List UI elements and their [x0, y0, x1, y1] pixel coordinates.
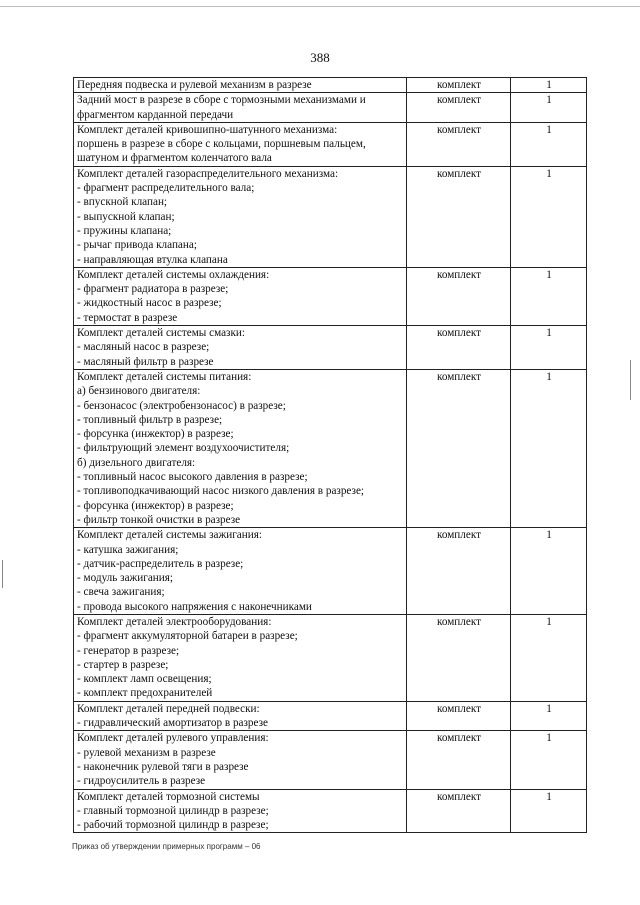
- item-description-line: - наконечник рулевой тяги в разрезе: [77, 760, 249, 773]
- item-description-line: - фильтрующий элемент воздухоочистителя;: [77, 442, 290, 455]
- item-description-line: - генератор в разрезе;: [77, 644, 180, 657]
- unit-cell: комплект: [407, 731, 511, 789]
- quantity-cell: 1: [511, 122, 587, 166]
- item-description-line: - топливоподкачивающий насос низкого давления в разрезе;: [77, 485, 365, 498]
- item-description-line: шатуном и фрагментом коленчатого вала: [77, 152, 272, 165]
- item-description-line: - фильтр тонкой очистки в разрезе: [77, 513, 241, 526]
- item-description-cell: [74, 731, 407, 789]
- item-description-cell: [74, 166, 407, 267]
- item-description-line: - впускной клапан;: [77, 196, 168, 209]
- item-description-line: - пружины клапана;: [77, 224, 172, 237]
- quantity-cell: 1: [511, 701, 587, 731]
- item-description-line: а) бензинового двигателя:: [77, 385, 201, 398]
- item-description-line: - главный тормозной цилиндр в разрезе;: [77, 804, 269, 817]
- item-description-line: - свеча зажигания;: [77, 586, 165, 599]
- item-description-line: - выпускной клапан;: [77, 210, 175, 223]
- scan-mark-right: [630, 360, 631, 400]
- item-description-line: Комплект деталей системы питания:: [77, 370, 252, 383]
- item-description-line: Комплект деталей кривошипно-шатунного механизма:: [77, 123, 338, 136]
- quantity-cell: 1: [511, 326, 587, 370]
- table-row: [74, 369, 587, 527]
- unit-cell: комплект: [407, 78, 511, 93]
- table-row: [74, 614, 587, 701]
- table-row: [74, 78, 587, 93]
- unit-cell: комплект: [407, 267, 511, 325]
- table-row: [74, 267, 587, 325]
- item-description-line: - катушка зажигания;: [77, 543, 179, 556]
- item-description-line: - жидкостный насос в разрезе;: [77, 297, 222, 310]
- table-row: [74, 93, 587, 123]
- quantity-cell: 1: [511, 614, 587, 701]
- item-description-line: - рулевой механизм в разрезе: [77, 746, 216, 759]
- item-description-line: Комплект деталей системы смазки:: [77, 327, 246, 340]
- unit-cell: комплект: [407, 369, 511, 527]
- item-description-line: - рабочий тормозной цилиндр в разрезе;: [77, 819, 269, 832]
- quantity-cell: 1: [511, 528, 587, 615]
- item-description-line: Комплект деталей системы охлаждения:: [77, 268, 270, 281]
- item-description-line: - комплект ламп освещения;: [77, 673, 212, 686]
- item-description-line: - топливный насос высокого давления в разрезе;: [77, 471, 308, 484]
- table-row: [74, 326, 587, 370]
- table-row: [74, 528, 587, 615]
- table-row: [74, 731, 587, 789]
- item-description-line: - фрагмент радиатора в разрезе;: [77, 283, 229, 296]
- unit-cell: комплект: [407, 122, 511, 166]
- item-description-line: - рычаг привода клапана;: [77, 239, 197, 252]
- unit-cell: комплект: [407, 789, 511, 833]
- item-description-cell: [74, 528, 407, 615]
- item-description-cell: [74, 326, 407, 370]
- item-description-line: - масляный фильтр в разрезе: [77, 355, 214, 368]
- item-description-line: Задний мост в разрезе в сборе с тормозными механизмами и: [77, 94, 366, 107]
- scan-top-edge: [0, 6, 640, 7]
- item-description-cell: [74, 78, 407, 93]
- scan-mark-left: [2, 560, 3, 588]
- item-description-line: б) дизельного двигателя:: [77, 456, 196, 469]
- item-description-line: Передняя подвеска и рулевой механизм в разрезе: [77, 79, 312, 91]
- item-description-line: - провода высокого напряжения с наконечниками: [77, 600, 312, 613]
- quantity-cell: 1: [511, 369, 587, 527]
- quantity-cell: 1: [511, 731, 587, 789]
- item-description-line: Комплект деталей рулевого управления:: [77, 732, 269, 745]
- equipment-table: [73, 77, 587, 833]
- item-description-line: - фрагмент распределительного вала;: [77, 182, 255, 195]
- item-description-line: - форсунка (инжектор) в разрезе;: [77, 428, 234, 441]
- item-description-cell: [74, 122, 407, 166]
- item-description-line: Комплект деталей тормозной системы: [77, 790, 260, 803]
- table-row: [74, 122, 587, 166]
- item-description-line: - форсунка (инжектор) в разрезе;: [77, 499, 234, 512]
- item-description-line: - масляный насос в разрезе;: [77, 341, 210, 354]
- table-row: [74, 166, 587, 267]
- item-description-line: Комплект деталей передней подвески:: [77, 702, 260, 715]
- unit-cell: комплект: [407, 166, 511, 267]
- quantity-cell: 1: [511, 78, 587, 93]
- item-description-line: Комплект деталей газораспределительного механизма:: [77, 167, 339, 180]
- quantity-cell: 1: [511, 166, 587, 267]
- item-description-cell: [74, 267, 407, 325]
- item-description-cell: [74, 369, 407, 527]
- unit-cell: комплект: [407, 614, 511, 701]
- page-number: 388: [310, 50, 330, 65]
- item-description-line: - направляющая втулка клапана: [77, 253, 228, 266]
- item-description-line: - топливный фильтр в разрезе;: [77, 413, 223, 426]
- item-description-line: поршень в разрезе в сборе с кольцами, поршневым пальцем,: [77, 138, 366, 151]
- item-description-cell: [74, 93, 407, 123]
- item-description-line: Комплект деталей электрооборудования:: [77, 615, 272, 628]
- item-description-line: - стартер в разрезе;: [77, 658, 169, 671]
- item-description-line: Комплект деталей системы зажигания:: [77, 529, 263, 542]
- item-description-line: - термостат в разрезе: [77, 311, 178, 324]
- item-description-line: - бензонасос (электробензонасос) в разрезе;: [77, 399, 286, 412]
- quantity-cell: 1: [511, 789, 587, 833]
- footer-note: Приказ об утверждении примерных программ – 06: [72, 842, 261, 851]
- item-description-line: - гидравлический амортизатор в разрезе: [77, 717, 269, 730]
- table-row: [74, 701, 587, 731]
- item-description-cell: [74, 614, 407, 701]
- item-description-line: - комплект предохранителей: [77, 687, 213, 700]
- table-row: [74, 789, 587, 833]
- quantity-cell: 1: [511, 267, 587, 325]
- item-description-cell: [74, 701, 407, 731]
- equipment-table-body: [74, 78, 587, 833]
- item-description-cell: [74, 789, 407, 833]
- item-description-line: фрагментом карданной передачи: [77, 108, 234, 121]
- item-description-line: - гидроусилитель в разрезе: [77, 775, 206, 788]
- unit-cell: комплект: [407, 326, 511, 370]
- quantity-cell: 1: [511, 93, 587, 123]
- item-description-line: - фрагмент аккумуляторной батареи в разрезе;: [77, 630, 298, 643]
- item-description-line: - модуль зажигания;: [77, 572, 174, 585]
- unit-cell: комплект: [407, 93, 511, 123]
- item-description-line: - датчик-распределитель в разрезе;: [77, 557, 244, 570]
- unit-cell: комплект: [407, 528, 511, 615]
- unit-cell: комплект: [407, 701, 511, 731]
